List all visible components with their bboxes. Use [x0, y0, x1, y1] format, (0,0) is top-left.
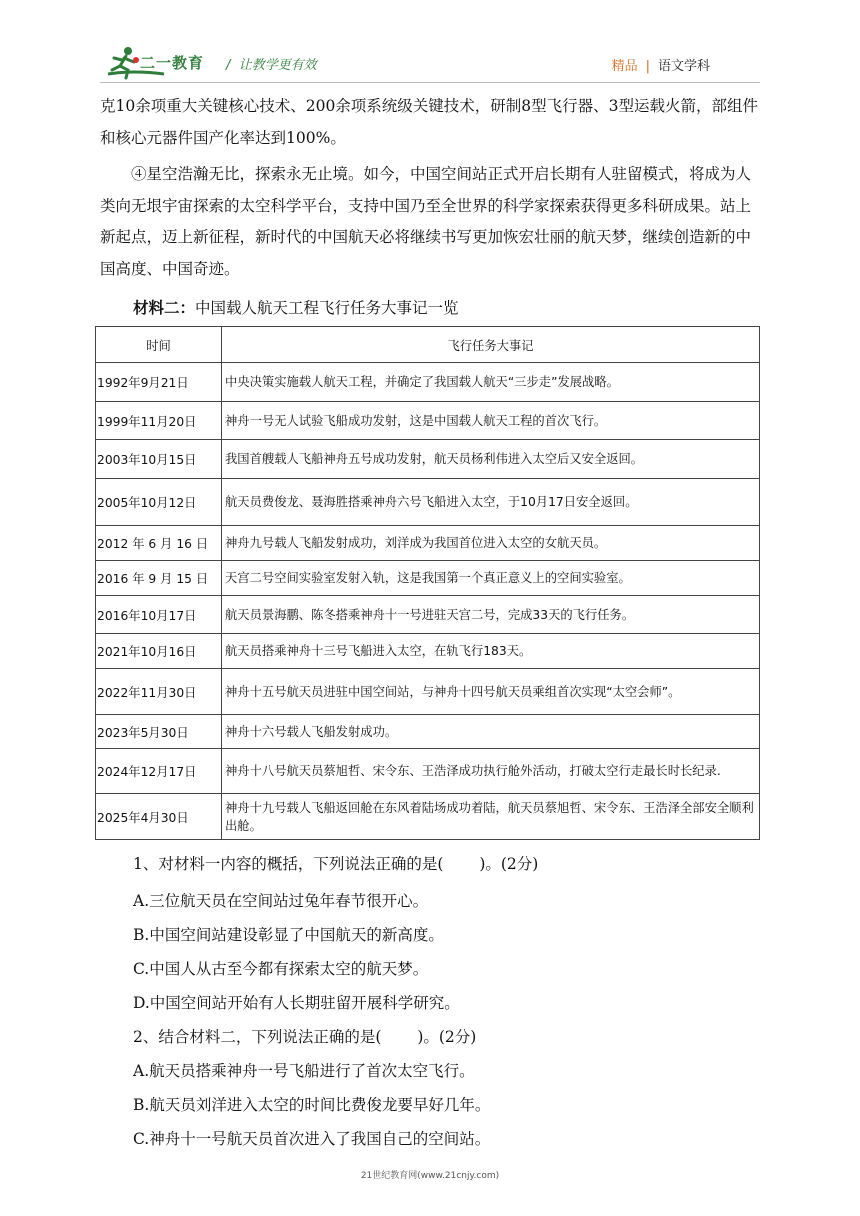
row-date: 2003年10月15日 [96, 440, 222, 479]
page-footer: 21世纪教育网(www.21cnjy.com) [360, 1171, 500, 1181]
table-row [96, 669, 760, 715]
table-row [96, 440, 760, 479]
row-date: 1999年11月20日 [96, 402, 222, 440]
table-row [96, 479, 760, 526]
page-header [0, 0, 860, 92]
table-row [96, 596, 760, 634]
table-row [96, 363, 760, 402]
question-2-option-a: A.航天员搭乘神舟一号飞船进行了首次太空飞行。 [133, 1062, 475, 1080]
question-2-stem: 2、结合材料二，下列说法正确的是( )。(2分) [133, 1028, 477, 1046]
table-row [96, 749, 760, 794]
table-header-row [96, 327, 760, 363]
row-event: 神舟十八号航天员蔡旭哲、宋令东、王浩泽成功执行舱外活动，打破太空行走最长时长纪录. [222, 749, 760, 794]
row-event: 神舟十五号航天员进驻中国空间站，与神舟十四号航天员乘组首次实现“太空会师”。 [222, 669, 760, 715]
question-2-option-b: B.航天员刘洋进入太空的时间比费俊龙要早好几年。 [133, 1096, 491, 1114]
logo-text: 二一教育 [140, 54, 205, 72]
slogan-text: 让教学更有效 [238, 58, 317, 73]
row-date: 2023年5月30日 [96, 715, 222, 749]
events-table [95, 326, 760, 840]
slogan: / 让教学更有效 [226, 58, 317, 73]
question-1-option-d: D.中国空间站开始有人长期驻留开展科学研究。 [133, 994, 460, 1012]
row-event: 天宫二号空间实验室发射入轨，这是我国第一个真正意义上的空间实验室。 [222, 561, 760, 596]
row-date: 2025年4月30日 [96, 794, 222, 840]
material2-heading: 中国载人航天工程飞行任务大事记一览 [195, 299, 459, 317]
question-2-option-c: C.神舟十一号航天员首次进入了我国自己的空间站。 [133, 1130, 491, 1148]
row-event: 航天员景海鹏、陈冬搭乘神舟十一号进驻天宫二号，完成33天的飞行任务。 [222, 596, 760, 634]
row-event: 中央决策实施载人航天工程，并确定了我国载人航天“三步走”发展战略。 [222, 363, 760, 402]
row-date: 2022年11月30日 [96, 669, 222, 715]
question-1-option-c: C.中国人从古至今都有探索太空的航天梦。 [133, 960, 429, 978]
row-date: 2024年12月17日 [96, 749, 222, 794]
row-event: 航天员搭乘神舟十三号飞船进入太空，在轨飞行183天。 [222, 634, 760, 669]
material2-title [133, 296, 459, 320]
row-date: 2016年10月17日 [96, 596, 222, 634]
question-1-option-b: B.中国空间站建设彰显了中国航天的新高度。 [133, 926, 444, 944]
subject-label: 语文学科 [657, 59, 710, 74]
row-event: 我国首艘载人飞船神舟五号成功发射，航天员杨利伟进入太空后又安全返回。 [222, 440, 760, 479]
material2-label: 材料二： [133, 298, 196, 317]
premium-label: 精品 [611, 59, 638, 74]
header-divider [100, 82, 760, 83]
paragraph-4: ④星空浩瀚无比，探索永无止境。如今，中国空间站正式开启长期有人驻留模式，将成为人类向无垠宇宙探索的太空科学平台，支持中国乃至全世界的科学家探索获得更多科研成果。站上新起点，迈上新征程，新时代的中国航天必将继续书写更加恢宏壮丽的航天梦，继续创造新的中国高度、中国奇迹。 [100, 165, 752, 278]
header-subject [612, 55, 710, 74]
row-event: 航天员费俊龙、聂海胜搭乘神舟六号飞船进入太空，于10月17日安全返回。 [222, 479, 760, 526]
row-date: 2016 年 9 月 15 日 [96, 561, 222, 596]
question-1-option-a: A.三位航天员在空间站过兔年春节很开心。 [133, 892, 429, 910]
column-header-event: 飞行任务大事记 [222, 327, 760, 363]
row-date: 2005年10月12日 [96, 479, 222, 526]
table-row [96, 402, 760, 440]
row-event: 神舟十六号载人飞船发射成功。 [222, 715, 760, 749]
table-row [96, 794, 760, 840]
paragraph-continued: 克10余项重大关键核心技术、200余项系统级关键技术，研制8型飞行器、3型运载火箭，部组件和核心元器件国产化率达到100%。 [100, 97, 759, 147]
table-row [96, 715, 760, 749]
row-event: 神舟一号无人试验飞船成功发射，这是中国载人航天工程的首次飞行。 [222, 402, 760, 440]
row-date: 2012 年 6 月 16 日 [96, 526, 222, 561]
column-header-date: 时间 [96, 327, 222, 363]
row-date: 1992年9月21日 [96, 363, 222, 402]
question-1-stem: 1、对材料一内容的概括，下列说法正确的是( )。(2分) [133, 855, 539, 873]
table-row [96, 561, 760, 596]
row-date: 2021年10月16日 [96, 634, 222, 669]
row-event: 神舟十九号载人飞船返回舱在东风着陆场成功着陆，航天员蔡旭哲、宋令东、王浩泽全部安全顺利出舱。 [222, 794, 760, 840]
header-separator: | [645, 59, 650, 74]
table-row [96, 634, 760, 669]
row-event: 神舟九号载人飞船发射成功，刘洋成为我国首位进入太空的女航天员。 [222, 526, 760, 561]
table-row [96, 526, 760, 561]
